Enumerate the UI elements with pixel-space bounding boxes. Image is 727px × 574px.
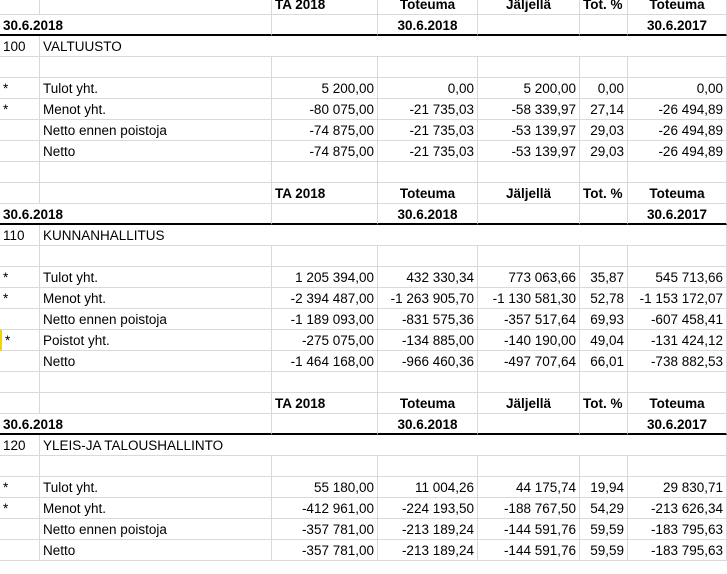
toteuma-prev-date[interactable]: 30.6.2017 [628,414,727,435]
empty-cell[interactable] [0,57,40,78]
section-header-row [0,0,727,15]
table-row [0,120,727,141]
row-label[interactable]: Netto ennen poistoja [40,309,272,330]
header-toteuma[interactable]: Toteuma [378,183,478,204]
empty-cell[interactable] [478,162,580,183]
table-row [0,351,727,372]
cell[interactable] [0,393,40,414]
value-prev[interactable]: 545 713,66 [628,267,727,288]
value-toteuma[interactable]: 432 330,34 [378,267,478,288]
empty-cell[interactable] [580,372,628,393]
empty-cell[interactable] [580,57,628,78]
value-prev[interactable]: -607 458,41 [628,309,727,330]
empty-cell[interactable] [272,372,378,393]
cell[interactable] [272,414,378,435]
value-ta[interactable]: -74 875,00 [272,120,378,141]
value-ta[interactable]: 1 205 394,00 [272,267,378,288]
section-code[interactable]: 100 [0,36,40,57]
row-label[interactable]: Netto [40,141,272,162]
empty-cell[interactable] [478,246,580,267]
table-row [0,519,727,540]
header-ta[interactable]: TA 2018 [272,393,378,414]
row-label[interactable]: Poistot yht. [40,330,272,351]
value-ta[interactable]: -1 189 093,00 [272,309,378,330]
value-toteuma[interactable]: 0,00 [378,78,478,99]
row-marker[interactable]: * [0,498,40,519]
empty-cell[interactable] [628,162,727,183]
value-pct[interactable]: 69,93 [580,309,628,330]
table-row [0,309,727,330]
value-toteuma[interactable]: -134 885,00 [378,330,478,351]
spacer-row [0,57,727,78]
empty-cell[interactable] [628,456,727,477]
value-pct[interactable]: 19,94 [580,477,628,498]
value-prev[interactable]: -183 795,63 [628,540,727,561]
row-label[interactable]: Netto [40,540,272,561]
value-pct[interactable]: 27,14 [580,99,628,120]
table-row [0,78,727,99]
value-toteuma[interactable]: 11 004,26 [378,477,478,498]
cell[interactable] [0,0,40,15]
row-marker[interactable] [0,351,40,372]
table-row [0,540,727,561]
value-prev[interactable]: -183 795,63 [628,519,727,540]
header-toteuma[interactable]: Toteuma [378,0,478,15]
value-toteuma[interactable]: -213 189,24 [378,519,478,540]
value-pct[interactable]: 49,04 [580,330,628,351]
empty-cell[interactable] [478,456,580,477]
table-row [0,99,727,120]
table-row [0,477,727,498]
value-pct[interactable]: 52,78 [580,288,628,309]
value-jaljella[interactable]: -53 139,97 [478,120,580,141]
value-toteuma[interactable]: -1 263 905,70 [378,288,478,309]
value-ta[interactable]: -1 464 168,00 [272,351,378,372]
value-ta[interactable]: -412 961,00 [272,498,378,519]
toteuma-prev-date[interactable]: 30.6.2017 [628,15,727,36]
header-toteuma-prev[interactable]: Toteuma [628,0,727,15]
value-toteuma[interactable]: -21 735,03 [378,141,478,162]
empty-cell[interactable] [378,57,478,78]
value-toteuma[interactable]: -21 735,03 [378,120,478,141]
section-title-row [0,225,727,246]
value-prev[interactable]: -26 494,89 [628,99,727,120]
empty-cell[interactable] [580,246,628,267]
empty-cell[interactable] [40,162,272,183]
date-cell[interactable]: 30.6.2018 [0,414,272,435]
value-prev[interactable]: 0,00 [628,78,727,99]
header-toteuma[interactable]: Toteuma [378,393,478,414]
table-row [0,498,727,519]
spacer-row [0,456,727,477]
value-ta[interactable]: 5 200,00 [272,78,378,99]
value-jaljella[interactable]: -188 767,50 [478,498,580,519]
value-pct[interactable]: 66,01 [580,351,628,372]
value-jaljella[interactable]: -1 130 581,30 [478,288,580,309]
toteuma-date[interactable]: 30.6.2018 [378,15,478,36]
value-ta[interactable]: -357 781,00 [272,519,378,540]
section-title-row [0,36,727,57]
value-toteuma[interactable]: -831 575,36 [378,309,478,330]
value-ta[interactable]: -74 875,00 [272,141,378,162]
section-header-row [0,183,727,204]
cell[interactable] [40,0,272,15]
section-code[interactable]: 120 [0,435,40,456]
value-prev[interactable]: -213 626,34 [628,498,727,519]
section-title-row [0,435,727,456]
cell[interactable] [272,204,378,225]
value-jaljella[interactable]: -144 591,76 [478,519,580,540]
value-jaljella[interactable]: -357 517,64 [478,309,580,330]
row-marker[interactable]: * [0,99,40,120]
row-marker[interactable]: * [0,267,40,288]
empty-cell[interactable] [0,372,40,393]
section-date-row [0,414,727,435]
row-marker[interactable]: * [0,330,40,351]
value-ta[interactable]: -2 394 487,00 [272,288,378,309]
cell[interactable] [40,393,272,414]
value-jaljella[interactable]: 773 063,66 [478,267,580,288]
row-marker[interactable] [0,120,40,141]
empty-cell[interactable] [40,246,272,267]
empty-cell[interactable] [478,57,580,78]
toteuma-date[interactable]: 30.6.2018 [378,204,478,225]
cell[interactable] [478,204,580,225]
empty-cell[interactable] [272,246,378,267]
section-date-row [0,15,727,36]
cell[interactable] [478,15,580,36]
empty-cell[interactable] [378,246,478,267]
toteuma-prev-date[interactable]: 30.6.2017 [628,204,727,225]
empty-cell[interactable] [378,162,478,183]
row-marker[interactable]: * [0,288,40,309]
value-pct[interactable]: 29,03 [580,141,628,162]
empty-cell[interactable] [272,456,378,477]
header-ta[interactable]: TA 2018 [272,183,378,204]
value-jaljella[interactable]: -497 707,64 [478,351,580,372]
header-jaljella[interactable]: Jäljellä [478,393,580,414]
value-jaljella[interactable]: -144 591,76 [478,540,580,561]
section-date-row [0,204,727,225]
value-prev[interactable]: 29 830,71 [628,477,727,498]
empty-cell[interactable] [0,162,40,183]
spacer-row [0,162,727,183]
empty-cell[interactable] [0,456,40,477]
row-label[interactable]: Tulot yht. [40,267,272,288]
cell[interactable] [272,15,378,36]
table-row [0,330,727,351]
value-ta[interactable]: -80 075,00 [272,99,378,120]
empty-cell[interactable] [40,372,272,393]
date-cell[interactable]: 30.6.2018 [0,15,272,36]
spacer-row [0,246,727,267]
value-jaljella[interactable]: -140 190,00 [478,330,580,351]
value-pct[interactable]: 59,59 [580,540,628,561]
empty-cell[interactable] [40,456,272,477]
row-marker[interactable] [0,540,40,561]
value-jaljella[interactable]: -53 139,97 [478,141,580,162]
value-pct[interactable]: 0,00 [580,78,628,99]
value-toteuma[interactable]: -213 189,24 [378,540,478,561]
row-label[interactable]: Netto ennen poistoja [40,120,272,141]
table-row [0,288,727,309]
header-tot-pct[interactable]: Tot. % [580,0,628,15]
empty-cell[interactable] [628,372,727,393]
header-jaljella[interactable]: Jäljellä [478,183,580,204]
value-jaljella[interactable]: 44 175,74 [478,477,580,498]
empty-cell[interactable] [478,372,580,393]
row-label[interactable]: Menot yht. [40,498,272,519]
row-label[interactable]: Tulot yht. [40,78,272,99]
empty-cell[interactable] [628,57,727,78]
value-pct[interactable]: 35,87 [580,267,628,288]
header-tot-pct[interactable]: Tot. % [580,393,628,414]
header-tot-pct[interactable]: Tot. % [580,183,628,204]
cell[interactable] [478,414,580,435]
table-row [0,267,727,288]
empty-cell[interactable] [272,57,378,78]
row-marker[interactable]: * [0,477,40,498]
header-jaljella[interactable]: Jäljellä [478,0,580,15]
value-prev[interactable]: -26 494,89 [628,141,727,162]
cell[interactable] [580,15,628,36]
row-marker[interactable]: * [0,78,40,99]
value-prev[interactable]: -131 424,12 [628,330,727,351]
toteuma-date[interactable]: 30.6.2018 [378,414,478,435]
spacer-row [0,372,727,393]
value-prev[interactable]: -738 882,53 [628,351,727,372]
header-toteuma-prev[interactable]: Toteuma [628,183,727,204]
value-toteuma[interactable]: -21 735,03 [378,99,478,120]
section-code[interactable]: 110 [0,225,40,246]
section-name[interactable]: YLEIS-JA TALOUSHALLINTO [40,435,727,456]
value-pct[interactable]: 54,29 [580,498,628,519]
row-label[interactable]: Netto [40,351,272,372]
value-ta[interactable]: -275 075,00 [272,330,378,351]
value-pct[interactable]: 29,03 [580,120,628,141]
row-label[interactable]: Netto ennen poistoja [40,519,272,540]
value-prev[interactable]: -1 153 172,07 [628,288,727,309]
row-marker[interactable] [0,141,40,162]
value-toteuma[interactable]: -966 460,36 [378,351,478,372]
row-label[interactable]: Menot yht. [40,288,272,309]
cell[interactable] [40,183,272,204]
table-row [0,141,727,162]
value-pct[interactable]: 59,59 [580,519,628,540]
section-header-row [0,393,727,414]
cell[interactable] [580,204,628,225]
row-marker[interactable] [0,309,40,330]
empty-cell[interactable] [40,57,272,78]
value-toteuma[interactable]: -224 193,50 [378,498,478,519]
empty-cell[interactable] [628,246,727,267]
empty-cell[interactable] [580,456,628,477]
section-name[interactable]: VALTUUSTO [40,36,727,57]
section-name[interactable]: KUNNANHALLITUS [40,225,727,246]
empty-cell[interactable] [272,162,378,183]
value-jaljella[interactable]: -58 339,97 [478,99,580,120]
empty-cell[interactable] [378,372,478,393]
row-label[interactable]: Tulot yht. [40,477,272,498]
value-jaljella[interactable]: 5 200,00 [478,78,580,99]
value-ta[interactable]: -357 781,00 [272,540,378,561]
cell[interactable] [0,183,40,204]
value-ta[interactable]: 55 180,00 [272,477,378,498]
header-toteuma-prev[interactable]: Toteuma [628,393,727,414]
empty-cell[interactable] [580,162,628,183]
row-label[interactable]: Menot yht. [40,99,272,120]
cell[interactable] [580,414,628,435]
header-ta[interactable]: TA 2018 [272,0,378,15]
empty-cell[interactable] [0,246,40,267]
empty-cell[interactable] [378,456,478,477]
value-prev[interactable]: -26 494,89 [628,120,727,141]
row-marker[interactable] [0,519,40,540]
date-cell[interactable]: 30.6.2018 [0,204,272,225]
